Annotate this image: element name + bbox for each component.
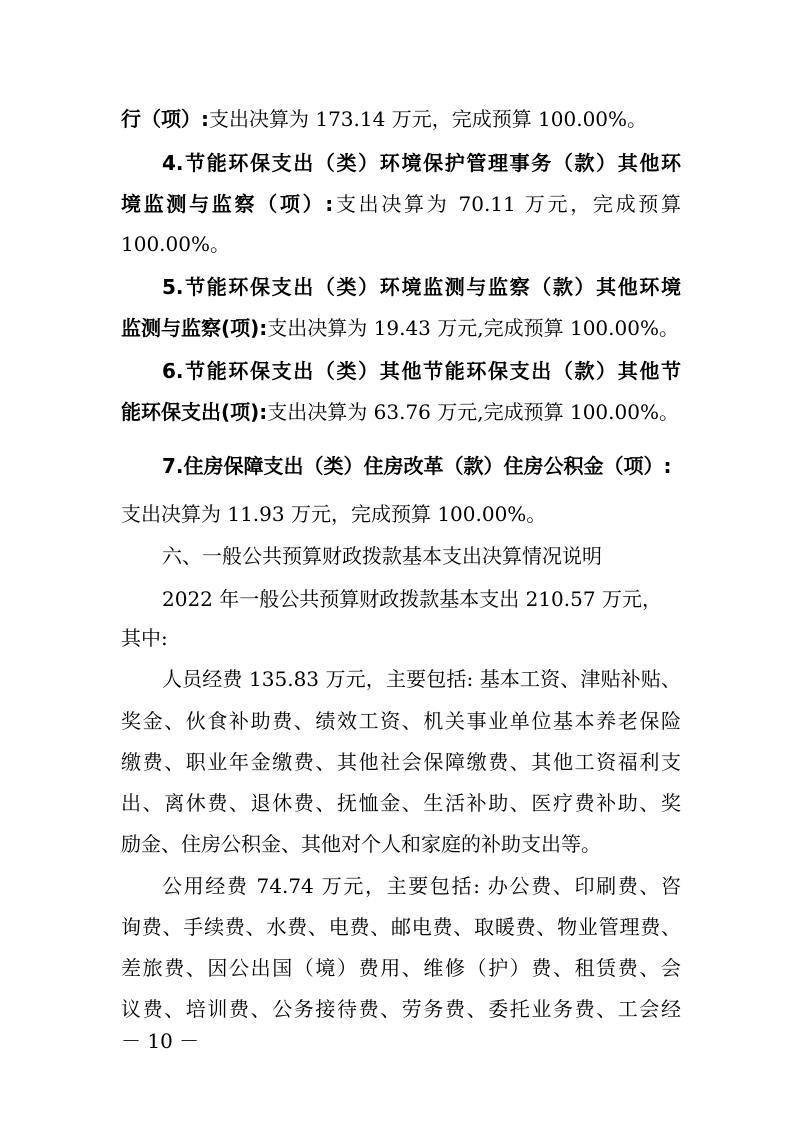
text-line-6 (121, 314, 681, 342)
text-line-7 (162, 357, 681, 385)
bold-text: 7.住房保障支出（类）住房改革（款）住房公积金（项）: (162, 454, 672, 478)
text-line-16 (121, 748, 681, 776)
text-line-17 (121, 789, 681, 817)
text-line-3 (121, 190, 681, 218)
text-line-8 (121, 398, 681, 426)
regular-text: 公用经费 74.74 万元，主要包括: 办公费、印刷费、咨 (162, 874, 681, 898)
regular-text: 询费、手续费、水费、电费、邮电费、取暖费、物业管理费、 (121, 915, 681, 939)
regular-text: 支出决算为 11.93 万元，完成预算 100.00%。 (121, 502, 547, 526)
bold-text: 4.节能环保支出（类）环境保护管理事务（款）其他环 (162, 151, 681, 175)
text-line-22 (121, 995, 681, 1023)
regular-text: 支出决算为 19.43 万元,完成预算 100.00%。 (267, 316, 679, 340)
regular-text: 人员经费 135.83 万元，主要包括: 基本工资、津贴补贴、 (162, 667, 681, 691)
regular-text: 支出决算为 70.11 万元，完成预算 (333, 192, 681, 216)
regular-text: 差旅费、因公出国（境）费用、维修（护）费、租赁费、会 (121, 956, 681, 980)
page-number: － 10 － (121, 1029, 200, 1053)
regular-text: 支出决算为 63.76 万元,完成预算 100.00%。 (267, 400, 679, 424)
regular-text: 奖金、伙食补助费、绩效工资、机关事业单位基本养老保险 (121, 709, 681, 733)
bold-text: 行（项）: (121, 107, 209, 131)
regular-text: 2022 年一般公共预算财政拨款基本支出 210.57 万元， (162, 587, 662, 611)
text-line-2 (162, 149, 681, 177)
section-heading (162, 542, 681, 570)
regular-text: 其中: (121, 626, 168, 650)
text-line-18 (121, 830, 681, 858)
regular-text: 支出决算为 173.14 万元，完成预算 100.00%。 (209, 107, 648, 131)
regular-text: 出、离休费、退休费、抚恤金、生活补助、医疗费补助、奖 (121, 791, 681, 815)
text-line-21 (121, 954, 681, 982)
text-line-1 (121, 105, 681, 133)
regular-text: 励金、住房公积金、其他对个人和家庭的补助支出等。 (121, 832, 601, 856)
text-line-19 (162, 872, 681, 900)
bold-text: 监测与监察(项): (121, 316, 268, 340)
text-line-5 (162, 273, 681, 301)
text-line-12 (162, 585, 681, 613)
regular-text: 100.00%。 (121, 232, 230, 256)
text-line-14 (162, 665, 681, 693)
text-line-10 (121, 500, 681, 528)
bold-text: 6.节能环保支出（类）其他节能环保支出（款）其他节 (162, 359, 681, 383)
text-line-13 (121, 624, 681, 652)
bold-text: 境监测与监察（项）: (121, 192, 334, 216)
text-line-15 (121, 707, 681, 735)
bold-text: 5.节能环保支出（类）环境监测与监察（款）其他环境 (162, 275, 681, 299)
regular-text: 缴费、职业年金缴费、其他社会保障缴费、其他工资福利支 (121, 750, 681, 774)
regular-text: 六、一般公共预算财政拨款基本支出决算情况说明 (162, 544, 602, 568)
text-line-9 (162, 452, 681, 480)
regular-text: 议费、培训费、公务接待费、劳务费、委托业务费、工会经 (121, 997, 681, 1021)
text-line-20 (121, 913, 681, 941)
text-line-4 (121, 230, 681, 258)
bold-text: 能环保支出(项): (121, 400, 268, 424)
